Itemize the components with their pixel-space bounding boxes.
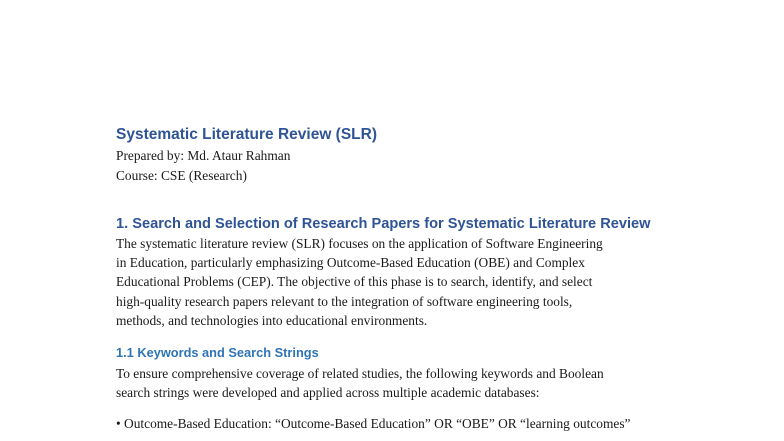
bullet-item-obe: • Outcome-Based Education: “Outcome-Based Education” OR “OBE” OR “learning outcomes”: [116, 416, 631, 432]
paragraph-line: methods, and technologies into educational environments.: [116, 312, 428, 328]
document-body: [116, 124, 676, 433]
paragraph-line: high-quality research papers relevant to the integration of software engineering tools,: [116, 293, 573, 309]
section-1-1-heading: 1.1 Keywords and Search Strings: [116, 345, 319, 361]
paragraph-line: search strings were developed and applied across multiple academic databases:: [116, 385, 540, 401]
course-line: Course: CSE (Research): [116, 168, 247, 183]
paragraph-line: Educational Problems (CEP). The objective of this phase is to search, identify, and select: [116, 274, 593, 290]
section-1-heading: 1. Search and Selection of Research Papers for Systematic Literature Review: [116, 216, 651, 232]
paragraph-line: in Education, particularly emphasizing Outcome-Based Education (OBE) and Complex: [116, 255, 585, 271]
document-title: Systematic Literature Review (SLR): [116, 126, 378, 143]
section-1-1-paragraph: [116, 364, 676, 402]
prepared-by: Prepared by: Md. Ataur Rahman: [116, 148, 291, 163]
section-1-paragraph: [116, 234, 676, 330]
paragraph-line: The systematic literature review (SLR) focuses on the application of Software Engineering: [116, 236, 603, 251]
paragraph-line: To ensure comprehensive coverage of related studies, the following keywords and Boolean: [116, 366, 604, 382]
